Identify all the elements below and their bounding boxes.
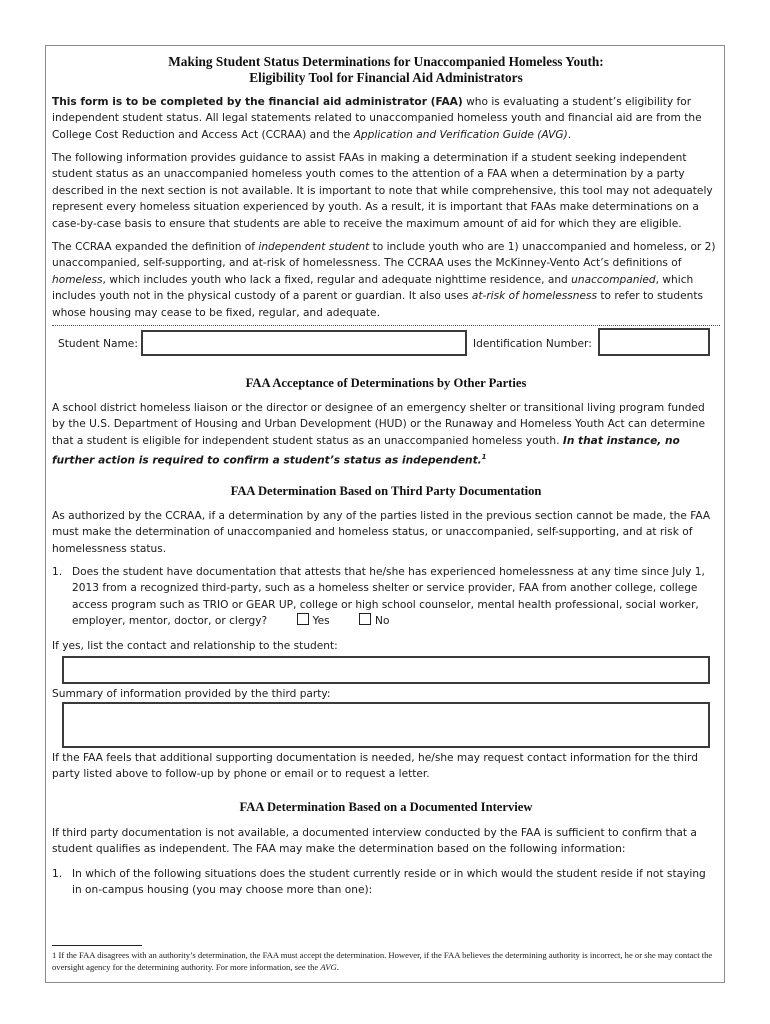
footnote-end: . (336, 962, 339, 972)
footnote-text: 1 If the FAA disagrees with an authority’s determination, the FAA must accept the determination. However, if the FAA believes the determining authority is incorrect, he or she may contact the oversight agency for the determining authority. For more information, see the (52, 950, 713, 972)
id-number-label: Identification Number: (473, 338, 592, 350)
contact-field[interactable] (62, 656, 710, 684)
ccraa-italic-2: homeless (52, 273, 103, 286)
heading-other-parties: FAA Acceptance of Determinations by Other Parties (245, 376, 527, 390)
ccraa-text-1: The CCRAA expanded the definition of (52, 241, 259, 253)
section-divider (52, 325, 720, 326)
student-name-label: Student Name: (58, 338, 138, 350)
form-title-line-2: Eligibility Tool for Financial Aid Administrators (249, 70, 523, 85)
no-option[interactable] (359, 615, 389, 627)
footnote-mark: 1 (481, 453, 487, 462)
ccraa-text-5: to refer to students whose housing may cease to be fixed, regular, and adequate. (52, 290, 704, 319)
footnote-rule (52, 945, 142, 946)
ccraa-paragraph (52, 239, 718, 321)
other-parties-text: A school district homeless liaison or the director or designee of an emergency shelter or transitional living program funded by the U.S. Department of Housing and Urban Development (HUD) or the Runaway and Homeless Youth Act can determine that a student is eligible for independent student status as an unaccompanied homeless youth. (52, 402, 705, 447)
intro-paragraph (52, 94, 718, 143)
yes-label: Yes (312, 615, 330, 628)
question-text: Does the student have documentation that attests that he/she has experienced homelessness at any time since July 1, 2013 from a recognized third-party, such as a homeless shelter or service provider, FAA from another college, college access program such as TRIO or GEAR UP, college or high school counselor, mental health professional, social worker, employer, mentor, doctor, or clergy? (72, 566, 705, 628)
footnote (52, 949, 720, 973)
question-text: In which of the following situations does the student currently reside or in which would the student reside if not staying in on-campus housing (you may choose more than one): (72, 868, 706, 897)
intro-bold: This form is to be completed by the financial aid administrator (FAA) (52, 96, 463, 108)
interview-paragraph: If third party documentation is not available, a documented interview conducted by the FAA is sufficient to confirm that a student qualifies as independent. The FAA may make the determination based on the following information: (52, 827, 697, 856)
no-checkbox[interactable] (359, 613, 371, 625)
question-number: 1. (52, 566, 63, 578)
yes-option[interactable] (297, 615, 330, 627)
yes-checkbox[interactable] (297, 613, 309, 625)
ccraa-text-2: to include youth who are 1) unaccompanied and homeless, or 2) unaccompanied, self-supporting, and at-risk of homelessness. The CCRAA uses the McKinney-Vento Act’s definitions of (52, 241, 716, 270)
other-parties-emphasis: In that instance, no further action is required to confirm a student’s status as independent. (52, 434, 680, 467)
ccraa-text-4: , which includes youth not in the physical custody of a parent or guardian. It also uses (52, 273, 694, 303)
intro-italic: Application and Verification Guide (AVG) (353, 128, 568, 141)
intro-text: who is evaluating a student’s eligibility for independent student status. All legal statements related to unaccompanied homeless youth and financial aid are from the College Cost Reduction and Access Act (CCRAA) and the (52, 96, 702, 141)
question-number: 1. (52, 868, 63, 880)
ccraa-text-3: , which includes youth who lack a fixed, regular and adequate nighttime residence, and (102, 273, 572, 286)
contact-label: If yes, list the contact and relationship to the student: (52, 640, 338, 652)
summary-field[interactable] (62, 702, 710, 748)
third-party-question-1 (52, 564, 718, 630)
heading-third-party: FAA Determination Based on Third Party Documentation (230, 484, 542, 498)
ccraa-italic-3: unaccompanied (571, 273, 656, 286)
form-title-line-1: Making Student Status Determinations for Unaccompanied Homeless Youth: (168, 54, 604, 69)
guidance-paragraph: The following information provides guidance to assist FAAs in making a determination if a student seeking independent student status as an unaccompanied homeless youth comes to the attention of a FAA when a determination by a party described in the next section is not available. It is important to note that while comprehensive, this tool may not adequately represent every homeless situation experienced by youth. As a result, it is important that FAAs make determinations on a case-by-case basis to ensure that students are able to receive the maximum amount of aid for which they are eligible. (52, 152, 713, 230)
footnote-italic: AVG (320, 962, 337, 972)
interview-question-1 (52, 866, 718, 899)
ccraa-italic-4: at-risk of homelessness (471, 290, 598, 303)
other-parties-paragraph (52, 400, 718, 469)
form-page (45, 45, 725, 983)
student-name-field[interactable] (141, 330, 467, 356)
summary-label: Summary of information provided by the third party: (52, 688, 331, 700)
third-party-paragraph: As authorized by the CCRAA, if a determination by any of the parties listed in the previous section cannot be made, the FAA must make the determination of unaccompanied and homeless status, or unaccompanied, self-supporting, and at risk of homelessness status. (52, 510, 711, 555)
followup-paragraph: If the FAA feels that additional supporting documentation is needed, he/she may request contact information for the third party listed above to follow-up by phone or email or to request a letter. (52, 752, 698, 781)
intro-end: . (567, 128, 572, 141)
id-number-field[interactable] (598, 328, 710, 356)
ccraa-italic-1: independent student (258, 241, 370, 253)
no-label: No (375, 615, 390, 628)
heading-interview: FAA Determination Based on a Documented Interview (239, 800, 533, 814)
